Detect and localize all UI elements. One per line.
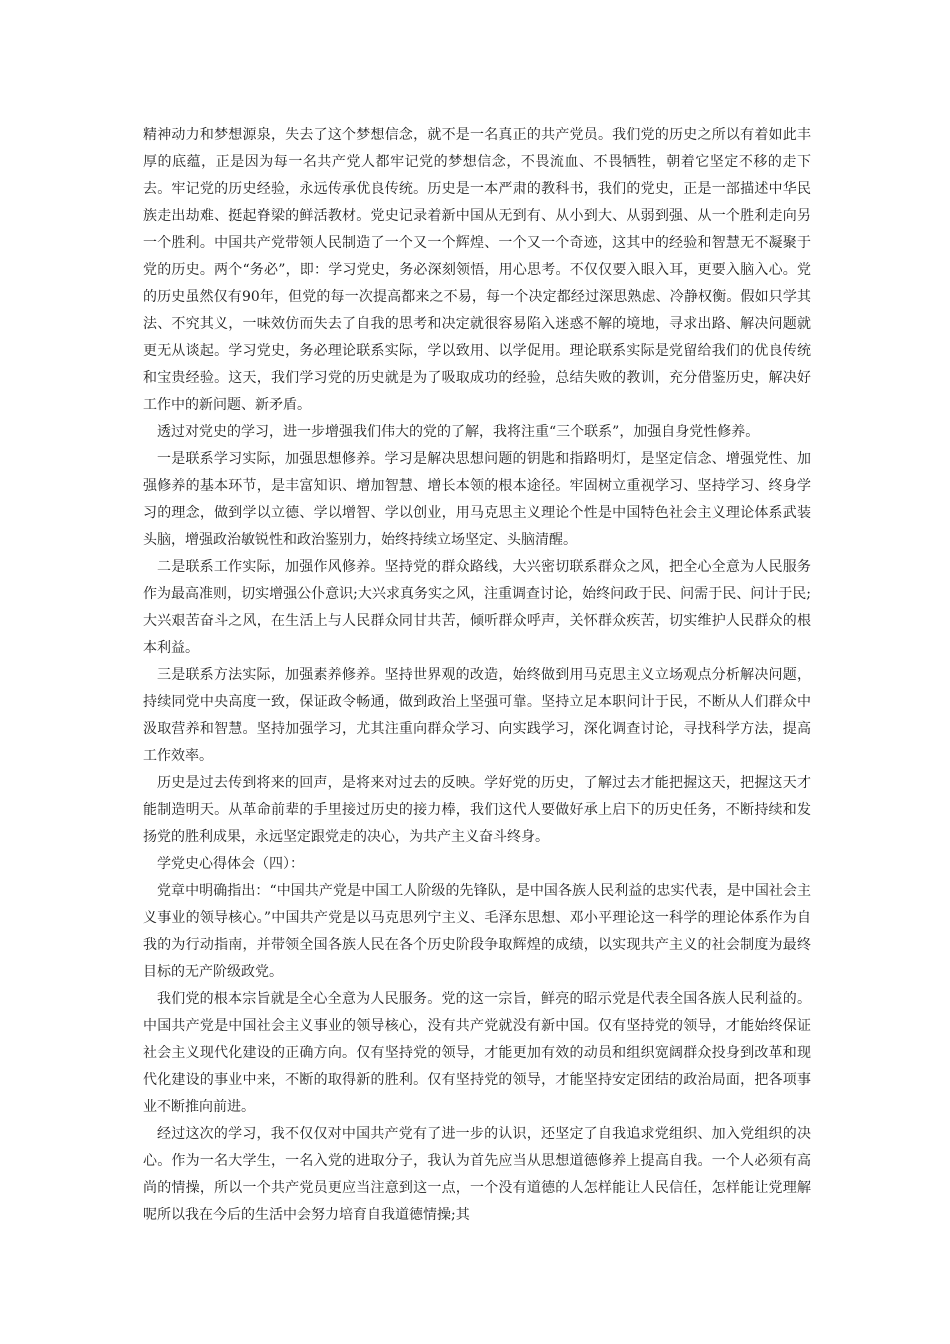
paragraph-8: 我们党的根本宗旨就是全心全意为人民服务。党的这一宗旨，鲜亮的昭示党是代表全国各族人民利益的。中国共产党是中国社会主义事业的领导核心，没有共产党就没有新中国。仅有坚持党的领导，才能始终保证社会主义现代化建设的正确方向。仅有坚持党的领导，才能更加有效的动员和组织宽阔群众投身到改革和现代化建设的事业中来，不断的取得新的胜利。仅有坚持党的领导，才能坚持安定团结的政治局面，把各项事业不断推向前进。 — [143, 991, 811, 1115]
paragraph-2: 透过对党史的学习，进一步增强我们伟大的党的了解，我将注重“三个联系”，加强自身党性修养。 — [157, 424, 760, 440]
paragraph-5: 三是联系方法实际，加强素养修养。坚持世界观的改造，始终做到用马克思主义立场观点分析解决问题，持续同党中央高度一致，保证政令畅通，做到政治上坚强可靠。坚持立足本职问计于民，不断从人们群众中汲取营养和智慧。坚持加强学习，尤其注重向群众学习、向实践学习，深化调查讨论，寻找科学方法，提高工作效率。 — [143, 667, 811, 764]
section-heading: 学党史心得体会（四）： — [157, 856, 304, 872]
paragraph-4: 二是联系工作实际，加强作风修养。坚持党的群众路线，大兴密切联系群众之风，把全心全意为人民服务作为最高准则，切实增强公仆意识;大兴求真务实之风，注重调查讨论，始终问政于民、问需于民、问计于民;大兴艰苦奋斗之风，在生活上与人民群众同甘共苦，倾听群众呼声，关怀群众疾苦，切实维护人民群众的根本利益。 — [143, 559, 811, 656]
paragraph-7: 党章中明确指出：“中国共产党是中国工人阶级的先锋队，是中国各族人民利益的忠实代表，是中国社会主义事业的领导核心。”中国共产党是以马克思列宁主义、毛泽东思想、邓小平理论这一科学的理论体系作为自我的为行动指南，并带领全国各族人民在各个历史阶段争取辉煌的成绩，以实现共产主义的社会制度为最终目标的无产阶级政党。 — [143, 883, 811, 980]
paragraph-6: 历史是过去传到将来的回声，是将来对过去的反映。学好党的历史，了解过去才能把握这天，把握这天才能制造明天。从革命前辈的手里接过历史的接力棒，我们这代人要做好承上启下的历史任务，不断持续和发扬党的胜利成果，永远坚定跟党走的决心，为共产主义奋斗终身。 — [143, 775, 811, 845]
document-page — [143, 122, 811, 1229]
paragraph-9: 经过这次的学习，我不仅仅对中国共产党有了进一步的认识，还坚定了自我追求党组织、加入党组织的决心。作为一名大学生，一名入党的进取分子，我认为首先应当从思想道德修养上提高自我。一个人必须有高尚的情操，所以一个共产党员更应当注意到这一点，一个没有道德的人怎样能让人民信任，怎样能让党理解呢所以我在今后的生活中会努力培育自我道德情操;其 — [143, 1126, 811, 1223]
paragraph-1: 精神动力和梦想源泉，失去了这个梦想信念，就不是一名真正的共产党员。我们党的历史之所以有着如此丰厚的底蕴，正是因为每一名共产党人都牢记党的梦想信念，不畏流血、不畏牺牲，朝着它坚定不移的走下去。牢记党的历史经验，永远传承优良传统。历史是一本严肃的教科书，我们的党史，正是一部描述中华民族走出劫难、挺起脊梁的鲜活教材。党史记录着新中国从无到有、从小到大、从弱到强、从一个胜利走向另一个胜利。中国共产党带领人民制造了一个又一个辉煌、一个又一个奇迹，这其中的经验和智慧无不凝聚于党的历史。两个“务必”，即：学习党史，务必深刻领悟，用心思考。不仅仅要入眼入耳，更要入脑入心。党的历史虽然仅有90年，但党的每一次提高都来之不易，每一个决定都经过深思熟虑、冷静权衡。假如只学其法、不究其义，一味效仿而失去了自我的思考和决定就很容易陷入迷惑不解的境地，寻求出路、解决问题就更无从谈起。学习党史，务必理论联系实际，学以致用、以学促用。理论联系实际是党留给我们的优良传统和宝贵经验。这天，我们学习党的历史就是为了吸取成功的经验，总结失败的教训，充分借鉴历史，解决好工作中的新问题、新矛盾。 — [143, 127, 811, 413]
paragraph-3: 一是联系学习实际，加强思想修养。学习是解决思想问题的钥匙和指路明灯，是坚定信念、增强党性、加强修养的基本环节，是丰富知识、增加智慧、增长本领的根本途径。牢固树立重视学习、坚持学习、终身学习的理念，做到学以立德、学以增智、学以创业，用马克思主义理论个性是中国特色社会主义理论体系武装头脑，增强政治敏锐性和政治鉴别力，始终持续立场坚定、头脑清醒。 — [143, 451, 811, 548]
